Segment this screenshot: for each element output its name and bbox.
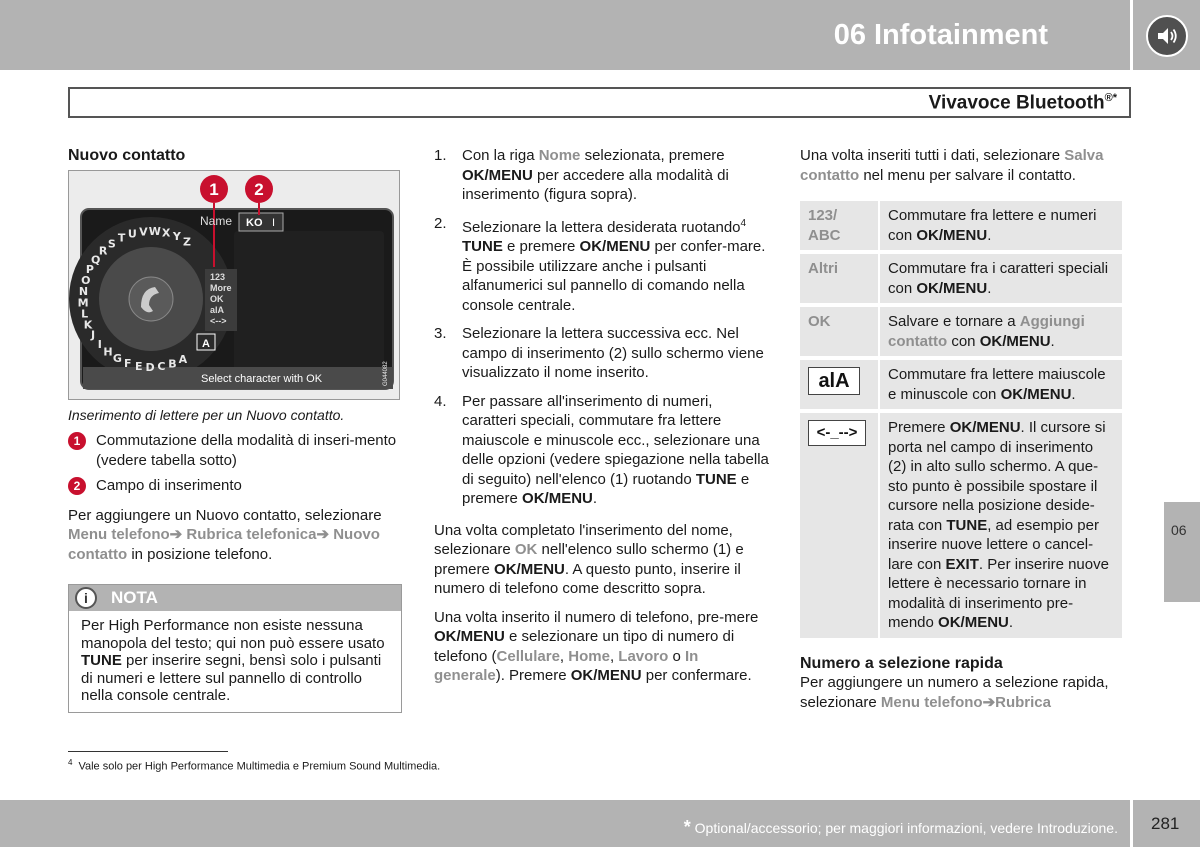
step-number: 2. — [434, 214, 447, 232]
heading-nuovo-contatto: Nuovo contatto — [68, 147, 186, 164]
footnote-divider — [68, 751, 228, 752]
figure-bottom-text: Select character with OK — [201, 372, 323, 385]
chapter-side-tab — [1164, 502, 1200, 602]
option-key: OK — [800, 307, 880, 356]
menu-path-rubrica: Rubrica — [995, 693, 1051, 711]
page-number-box — [1131, 800, 1200, 847]
wheel-letter: F — [123, 356, 132, 370]
speaker-icon — [1146, 15, 1188, 57]
wheel-letter: Y — [172, 229, 181, 243]
figure-field-value: KO — [246, 216, 263, 229]
figure-illustration — [69, 171, 401, 401]
column-right — [800, 146, 1131, 712]
figure-menu-item: <--> — [210, 315, 227, 326]
side-tab-label: 06 — [1171, 522, 1187, 538]
chapter-title: 06 Infotainment — [833, 19, 1048, 51]
section-mark: ®* — [1104, 92, 1117, 104]
figure-mode-letter: A — [202, 337, 210, 350]
wheel-letter: U — [127, 227, 137, 241]
menu-path-nuovo-contatto: Nuovo contatto — [68, 526, 380, 563]
callout-number: 1 — [68, 432, 86, 450]
step-text: Con la riga Nome selezionata, premere OK/MENU per accedere alla modalità di inserimento (figura sopra). — [462, 147, 729, 203]
menu-path-menu-telefono: Menu telefono — [880, 693, 983, 711]
wheel-letter: W — [148, 224, 161, 238]
step-text: Selezionare la lettera successiva ecc. Nel campo di inserimento (2) sullo schermo viene visualizzato il nome inserito. — [462, 325, 764, 381]
option-key: 123/ ABC — [800, 201, 880, 250]
wheel-letter: D — [145, 360, 155, 374]
arrow-right-icon: ➔ — [169, 526, 183, 543]
nota-title: NOTA — [111, 588, 158, 607]
arrow-right-icon: ➔ — [982, 693, 996, 711]
step-item — [434, 214, 770, 316]
paragraph-speed-dial: Per aggiungere un numero a selezione rapida, selezionare Menu telefono➔Rubrica — [800, 674, 1109, 711]
figure-caption: Inserimento di lettere per un Nuovo contatto. — [68, 406, 345, 423]
option-description: Salvare e tornare a Aggiungi contatto con OK/MENU. — [880, 307, 1122, 356]
option-key — [800, 360, 880, 409]
chapter-header-bar — [0, 0, 1130, 70]
step-item — [434, 392, 770, 509]
table-row — [800, 307, 1122, 356]
wheel-letter: O — [81, 273, 91, 287]
case-toggle-key: alA — [808, 367, 860, 395]
wheel-letter: A — [178, 352, 188, 366]
figure-menu-item: More — [210, 282, 232, 293]
nota-header — [69, 585, 401, 611]
callout-text: Campo di inserimento — [96, 477, 242, 494]
wheel-letter: Q — [91, 252, 101, 266]
figure-marker-1: 1 — [209, 179, 219, 199]
table-row — [800, 360, 1122, 409]
wheel-letter: G — [112, 351, 122, 365]
option-description: Commutare fra lettere maiuscole e minuscole con OK/MENU. — [880, 360, 1122, 409]
cursor-key: <-_--> — [808, 420, 866, 446]
step-text: Selezionare la lettera desiderata ruotando$^4$ TUNE e premere OK/MENU per confer-mare. È possibile utilizzare anche i pulsanti alfanumerici sul pannello di comando nella console centrale. — [462, 217, 766, 314]
wheel-letter: T — [117, 231, 126, 245]
option-description: Premere OK/MENU. Il cursore si porta nel campo di inserimento (2) in alto sullo schermo. A que-sto punto è possibile spostare il cursore nella posizione deside-rata con TUNE, ad esempio per inserire nuove lettere o cancel-lare con EXIT. Per inserire nuove lettere è necessario tornare in modalità di inserimento pre-mendo OK/MENU. — [880, 413, 1122, 638]
figure-field-cursor: I — [272, 216, 276, 229]
table-row — [800, 201, 1122, 250]
footnote: $^4$ Vale solo per High Performance Multimedia e Premium Sound Multimedia. — [68, 758, 441, 773]
step-item — [434, 324, 770, 383]
wheel-letter: Z — [183, 234, 191, 248]
step-item — [434, 146, 770, 205]
info-icon: i — [75, 587, 97, 609]
callout-2 — [68, 476, 402, 496]
figure-field-label: Name — [200, 213, 233, 228]
column-middle — [434, 146, 770, 686]
callout-number: 2 — [68, 477, 86, 495]
menu-path-rubrica-telefonica: Rubrica telefonica — [186, 526, 317, 543]
steps-list — [434, 146, 770, 509]
chapter-icon-box — [1131, 0, 1200, 70]
nota-box — [68, 584, 402, 713]
figure-marker-2: 2 — [254, 179, 264, 199]
table-row — [800, 254, 1122, 303]
wheel-letter: H — [103, 345, 113, 359]
wheel-letter: B — [168, 357, 177, 370]
heading-selezione-rapida: Numero a selezione rapida — [800, 654, 1003, 672]
paragraph: Una volta inserito il numero di telefono, pre-mere OK/MENU e selezionare un tipo di numero di telefono (Cellulare, Home, Lavoro o In generale). Premere OK/MENU per confermare. — [434, 608, 759, 684]
option-key: Altri — [800, 254, 880, 303]
middle-paragraphs — [434, 521, 770, 686]
figure-menu-item: 123 — [210, 271, 226, 282]
wheel-letter: C — [157, 359, 166, 373]
paragraph-add-contact: Per aggiungere un Nuovo contatto, selezionare Menu telefono➔ Rubrica telefonica➔ Nuovo contatto in posizione telefono. — [68, 506, 382, 563]
column-left — [68, 146, 402, 713]
wheel-letter: N — [78, 284, 89, 298]
step-text: Per passare all'inserimento di numeri, caratteri speciali, commutare fra lettere maiuscole e minuscole ecc., selezionare una delle opzioni (vedere spiegazione nella tabella di seguito) nell'elenco (1) ruotando TUNE e premere OK/MENU. — [462, 392, 769, 507]
step-number: 3. — [434, 325, 447, 342]
wheel-letter: L — [81, 307, 89, 321]
callout-text: Commutazione della modalità di inseri-mento (vedere tabella sotto) — [96, 432, 397, 469]
wheel-letter: J — [91, 328, 96, 342]
wheel-letter: S — [107, 236, 116, 250]
section-title-box — [68, 87, 1131, 118]
option-description: Commutare fra lettere e numeri con OK/MENU. — [880, 201, 1122, 250]
page-number: 281 — [1151, 814, 1180, 833]
nota-body: Per High Performance non esiste nessuna manopola del testo; qui non può essere usato TUNE per inserire segni, bensì solo i pulsanti di numeri e lettere sul pannello di controllo nella console centrale. — [81, 617, 385, 704]
paragraph-save-contact: Una volta inseriti tutti i dati, selezionare Salva contatto nel menu per salvare il contatto. — [800, 147, 1104, 184]
wheel-letter: R — [98, 244, 108, 258]
wheel-letter: I — [97, 337, 102, 351]
wheel-letter: E — [134, 359, 143, 373]
table-row — [800, 413, 1122, 638]
wheel-letter: P — [85, 262, 94, 276]
figure-ref-code: G044082 — [383, 360, 389, 386]
figure-menu-item: OK — [210, 293, 224, 304]
paragraph: Una volta completato l'inserimento del nome, selezionare OK nell'elenco sullo schermo (1) e premere OK/MENU. A questo punto, inserire il numero di telefono come descritto sopra. — [434, 521, 744, 597]
footer-note: * Optional/accessorio; per maggiori informazioni, vedere Introduzione. — [683, 817, 1118, 837]
wheel-letter: M — [77, 295, 89, 309]
option-description: Commutare fra i caratteri speciali con OK/MENU. — [880, 254, 1122, 303]
option-key — [800, 413, 880, 638]
step-number: 1. — [434, 147, 447, 164]
section-title: Vivavoce Bluetooth®* — [928, 92, 1117, 114]
wheel-letter: K — [83, 318, 93, 331]
callout-1 — [68, 431, 402, 470]
menu-path-menu-telefono: Menu telefono — [68, 526, 170, 543]
wheel-letter: X — [161, 226, 171, 240]
figure-menu-item: alA — [210, 304, 225, 315]
arrow-right-icon: ➔ — [316, 526, 330, 543]
footer-bar — [0, 800, 1130, 847]
options-table — [800, 197, 1122, 642]
figure-letter-input — [68, 170, 400, 400]
step-number: 4. — [434, 392, 447, 410]
wheel-letter: V — [139, 224, 148, 238]
